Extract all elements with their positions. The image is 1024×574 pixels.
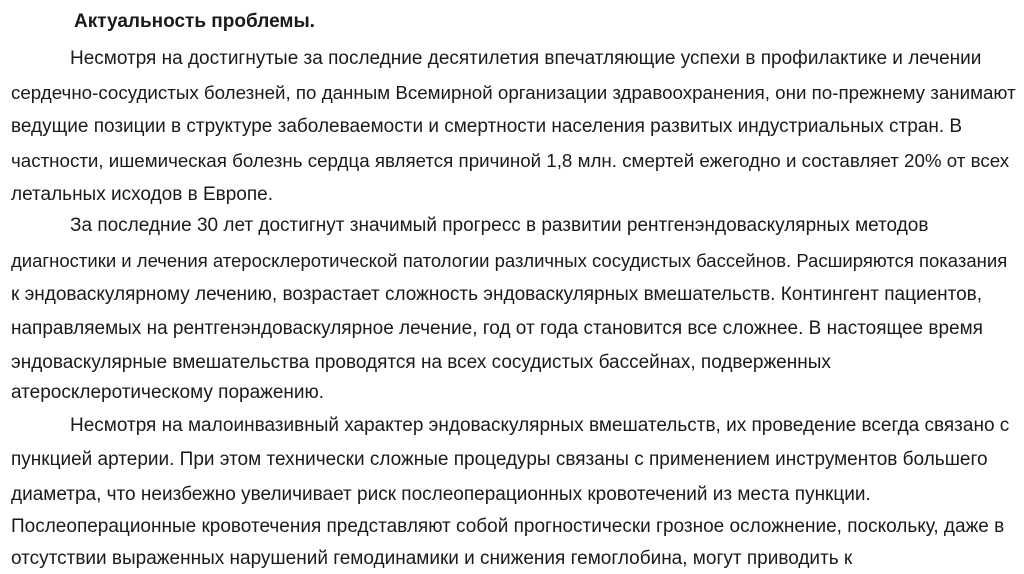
paragraph-line: диаметра, что неизбежно увеличивает риск послеоперационных кровотечений из места пункции. xyxy=(11,484,871,505)
paragraph-line: ведущие позиции в структуре заболеваемости и смертности населения развитых индустриальных стран. В xyxy=(11,116,963,137)
paragraph-line: Несмотря на достигнутые за последние десятилетия впечатляющие успехи в профилактике и лечении xyxy=(70,48,982,69)
paragraph-line: За последние 30 лет достигнут значимый прогресс в развитии рентгенэндоваскулярных методов xyxy=(70,215,929,236)
paragraph-line: атеросклеротическому поражению. xyxy=(11,382,325,403)
paragraph-line: частности, ишемическая болезнь сердца является причиной 1,8 млн. смертей ежегодно и составляет 20% от всех xyxy=(11,150,1010,171)
paragraph-line: к эндоваскулярному лечению, возрастает сложность эндоваскулярных вмешательств. Контингент пациентов, xyxy=(11,284,983,305)
section-heading: Актуальность проблемы. xyxy=(74,11,315,32)
paragraph-line: пункцией артерии. При этом технически сложные процедуры связаны с применением инструментов большего xyxy=(11,449,988,470)
paragraph-line: сердечно-сосудистых болезней, по данным Всемирной организации здравоохранения, они по-прежнему занимают xyxy=(11,82,1016,103)
paragraph-line: Послеоперационные кровотечения представляют собой прогностически грозное осложнение, поскольку, даже в xyxy=(11,516,1005,537)
paragraph-line: эндоваскулярные вмешательства проводятся на всех сосудистых бассейнах, подверженных xyxy=(11,352,831,373)
paragraph-line: Несмотря на малоинвазивный характер эндоваскулярных вмешательств, их проведение всегда связано с xyxy=(70,415,1010,436)
paragraph-line: летальных исходов в Европе. xyxy=(11,184,273,205)
paragraph-line: направляемых на рентгенэндоваскулярное лечение, год от года становится все сложнее. В настоящее время xyxy=(11,318,983,339)
paragraph-line: диагностики и лечения атеросклеротической патологии различных сосудистых бассейнов. Расширяются показания xyxy=(11,250,1008,271)
paragraph-line: отсутствии выраженных нарушений гемодинамики и снижения гемоглобина, могут приводить к xyxy=(11,548,853,569)
